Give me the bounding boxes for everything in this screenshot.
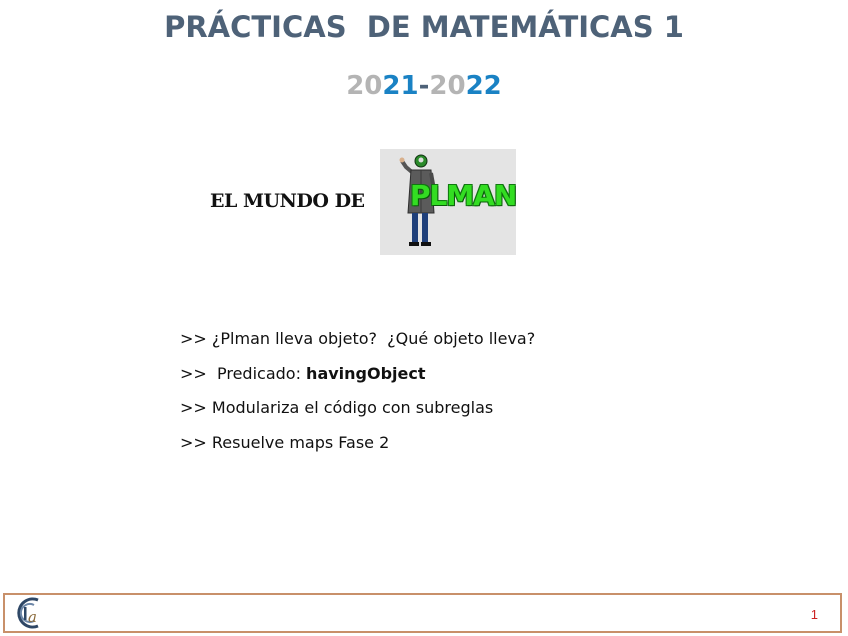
list-item	[180, 433, 535, 468]
academic-year	[0, 71, 848, 101]
page-title: PRÁCTICAS DE MATEMÁTICAS 1	[164, 10, 684, 44]
bullet-list	[180, 329, 535, 467]
bullet-text: Predicado:	[216, 363, 307, 383]
page-number: 1	[810, 607, 818, 622]
bullet-prefix: >>	[180, 432, 212, 452]
bullet-bold-text: havingObject	[306, 363, 426, 383]
mundo-label: EL MUNDO DE	[210, 190, 365, 212]
year-part: 20	[429, 71, 466, 101]
university-logo-icon	[8, 596, 48, 630]
list-item	[180, 329, 535, 364]
bullet-text: ¿Plman lleva objeto? ¿Qué objeto lleva?	[211, 329, 536, 348]
bullet-prefix: >>	[180, 398, 212, 417]
year-part: 21	[382, 71, 419, 101]
plman-logo	[380, 149, 516, 255]
bullet-text: Resuelve maps Fase 2	[211, 432, 390, 452]
plman-logo-text: PLMAN	[410, 179, 517, 212]
bullet-prefix: >>	[180, 363, 217, 383]
slide-footer	[3, 593, 842, 633]
list-item	[180, 398, 535, 433]
year-part: 22	[465, 71, 502, 101]
svg-text:a: a	[28, 608, 37, 626]
bullet-text: Modulariza el código con subreglas	[211, 398, 494, 417]
list-item	[180, 364, 535, 399]
year-part: 20	[346, 71, 383, 101]
year-separator: -	[418, 71, 430, 101]
bullet-prefix: >>	[180, 329, 212, 348]
